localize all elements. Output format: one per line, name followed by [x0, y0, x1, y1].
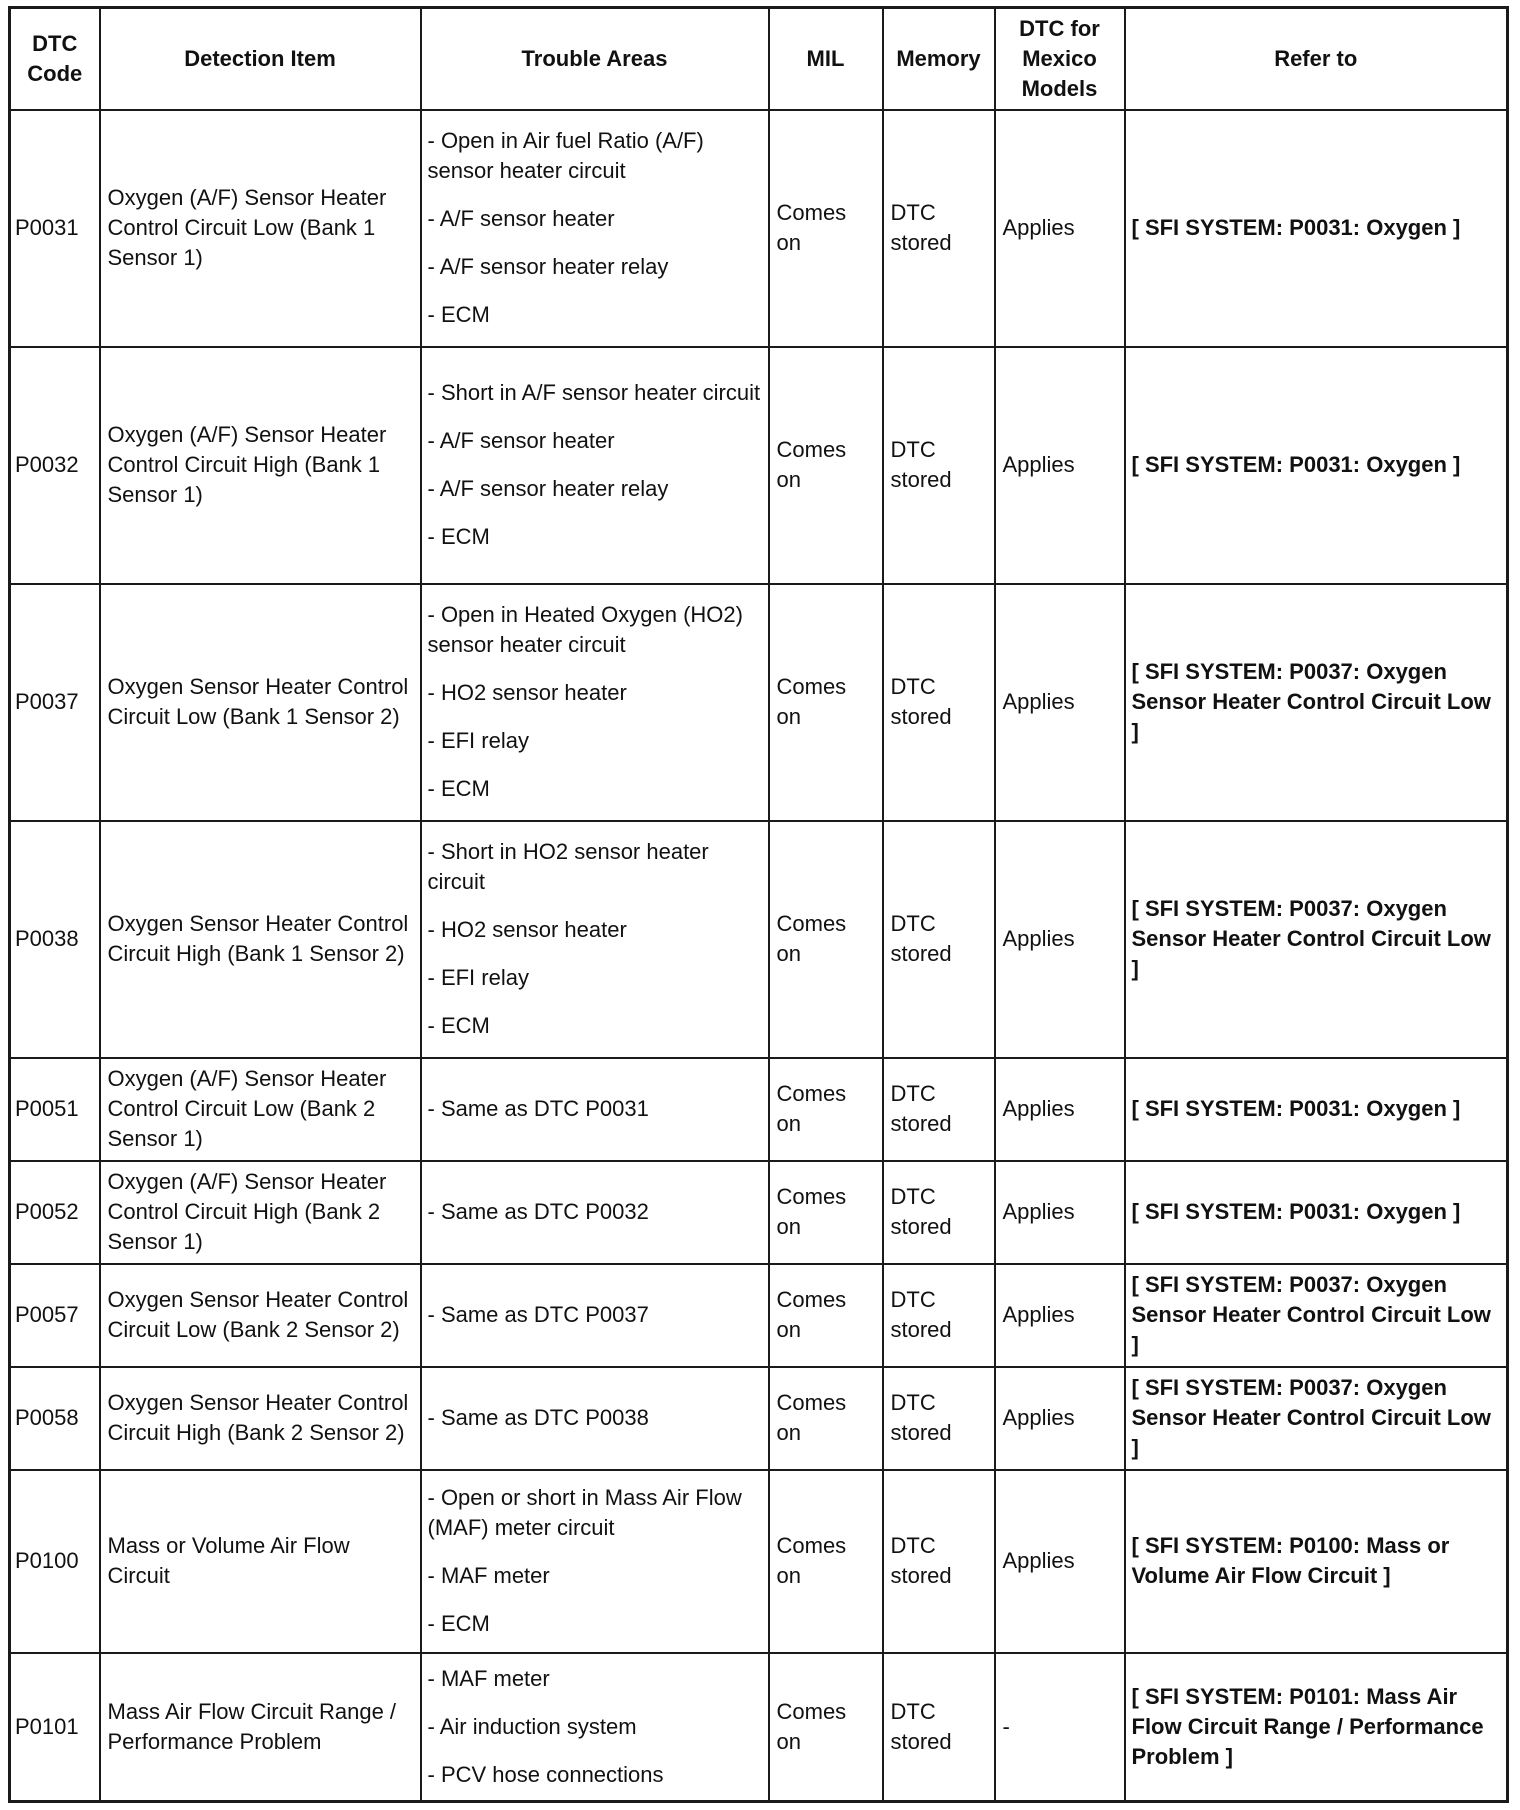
- trouble-area-line: - HO2 sensor heater: [427, 917, 627, 942]
- mil-cell: Comes on: [769, 1653, 883, 1802]
- trouble-area-line: - MAF meter: [427, 1665, 550, 1691]
- mexico-cell: Applies: [995, 1367, 1125, 1470]
- mil-cell: Comes on: [769, 1264, 883, 1367]
- trouble-area-line: - ECM: [427, 524, 490, 549]
- mexico-cell: Applies: [995, 1161, 1125, 1264]
- detection-item-cell: Oxygen (A/F) Sensor Heater Control Circuit High (Bank 2 Sensor 1): [100, 1161, 421, 1264]
- trouble-area-line: - Air induction system: [427, 1713, 637, 1739]
- mil-cell: Comes on: [769, 1161, 883, 1264]
- dtc-code-cell: P0057: [10, 1264, 100, 1367]
- memory-cell: DTC stored: [883, 1058, 995, 1161]
- mexico-cell: Applies: [995, 584, 1125, 821]
- trouble-area-line: - A/F sensor heater relay: [427, 254, 669, 279]
- detection-item-cell: Oxygen Sensor Heater Control Circuit Low (Bank 1 Sensor 2): [100, 584, 421, 821]
- table-row: [10, 347, 1508, 584]
- header-detection-item: Detection Item: [100, 8, 421, 110]
- mil-cell: Comes on: [769, 1058, 883, 1161]
- trouble-area-line: - PCV hose connections: [427, 1761, 664, 1787]
- table-row: [10, 1264, 1508, 1367]
- dtc-code-cell: P0038: [10, 821, 100, 1058]
- trouble-area-line: - Short in HO2 sensor heater circuit: [427, 839, 709, 894]
- trouble-area-line: - A/F sensor heater: [427, 428, 615, 453]
- mexico-cell: Applies: [995, 821, 1125, 1058]
- refer-to-link[interactable]: [ SFI SYSTEM: P0037: Oxygen Sensor Heater Control Circuit Low ]: [1125, 821, 1508, 1058]
- header-mil: MIL: [769, 8, 883, 110]
- trouble-area-line: - ECM: [427, 302, 490, 327]
- trouble-areas-cell: [421, 584, 769, 821]
- mexico-cell: Applies: [995, 1470, 1125, 1653]
- mil-cell: Comes on: [769, 821, 883, 1058]
- trouble-area-line: - ECM: [427, 776, 490, 801]
- dtc-table: [8, 6, 1509, 1803]
- mil-cell: Comes on: [769, 584, 883, 821]
- refer-to-link[interactable]: [ SFI SYSTEM: P0031: Oxygen ]: [1125, 1058, 1508, 1161]
- trouble-area-line: - Open in Air fuel Ratio (A/F) sensor heater circuit: [427, 128, 704, 183]
- mil-cell: Comes on: [769, 347, 883, 584]
- trouble-area-line: - A/F sensor heater relay: [427, 476, 669, 501]
- detection-item-cell: Oxygen Sensor Heater Control Circuit High (Bank 2 Sensor 2): [100, 1367, 421, 1470]
- trouble-area-line: - Same as DTC P0037: [427, 1302, 649, 1327]
- mexico-cell: Applies: [995, 1058, 1125, 1161]
- trouble-areas-cell: [421, 1367, 769, 1470]
- mil-cell: Comes on: [769, 1367, 883, 1470]
- memory-cell: DTC stored: [883, 1161, 995, 1264]
- mil-cell: Comes on: [769, 1470, 883, 1653]
- memory-cell: DTC stored: [883, 1367, 995, 1470]
- trouble-area-line: - HO2 sensor heater: [427, 680, 627, 705]
- header-mexico-models: DTC for Mexico Models: [995, 8, 1125, 110]
- trouble-area-line: - EFI relay: [427, 965, 529, 990]
- detection-item-cell: Oxygen (A/F) Sensor Heater Control Circuit Low (Bank 2 Sensor 1): [100, 1058, 421, 1161]
- header-memory: Memory: [883, 8, 995, 110]
- trouble-area-line: - ECM: [427, 1013, 490, 1038]
- table-row: [10, 1367, 1508, 1470]
- refer-to-link[interactable]: [ SFI SYSTEM: P0031: Oxygen ]: [1125, 1161, 1508, 1264]
- refer-to-link[interactable]: [ SFI SYSTEM: P0031: Oxygen ]: [1125, 110, 1508, 347]
- refer-to-link[interactable]: [ SFI SYSTEM: P0037: Oxygen Sensor Heater Control Circuit Low ]: [1125, 1264, 1508, 1367]
- trouble-area-line: - Open or short in Mass Air Flow (MAF) meter circuit: [427, 1485, 742, 1540]
- dtc-code-cell: P0051: [10, 1058, 100, 1161]
- trouble-areas-cell: [421, 1264, 769, 1367]
- mexico-cell: Applies: [995, 110, 1125, 347]
- mexico-cell: Applies: [995, 347, 1125, 584]
- header-refer-to: Refer to: [1125, 8, 1508, 110]
- table-row: [10, 1161, 1508, 1264]
- trouble-area-line: - MAF meter: [427, 1563, 550, 1588]
- table-row: [10, 110, 1508, 347]
- trouble-areas-cell: [421, 1653, 769, 1802]
- table-row: [10, 1058, 1508, 1161]
- memory-cell: DTC stored: [883, 1470, 995, 1653]
- trouble-area-line: - A/F sensor heater: [427, 206, 615, 231]
- mil-cell: Comes on: [769, 110, 883, 347]
- table-row: [10, 584, 1508, 821]
- trouble-area-line: - EFI relay: [427, 728, 529, 753]
- dtc-code-cell: P0100: [10, 1470, 100, 1653]
- refer-to-link[interactable]: [ SFI SYSTEM: P0101: Mass Air Flow Circuit Range / Performance Problem ]: [1125, 1653, 1508, 1802]
- trouble-area-line: - Open in Heated Oxygen (HO2) sensor heater circuit: [427, 602, 743, 657]
- header-trouble-areas: Trouble Areas: [421, 8, 769, 110]
- header-row: [10, 8, 1508, 110]
- table-row: [10, 1470, 1508, 1653]
- table-row: [10, 821, 1508, 1058]
- dtc-code-cell: P0037: [10, 584, 100, 821]
- trouble-area-line: - Same as DTC P0038: [427, 1405, 649, 1430]
- dtc-code-cell: P0032: [10, 347, 100, 584]
- dtc-code-cell: P0031: [10, 110, 100, 347]
- trouble-areas-cell: [421, 1161, 769, 1264]
- detection-item-cell: Oxygen (A/F) Sensor Heater Control Circuit Low (Bank 1 Sensor 1): [100, 110, 421, 347]
- memory-cell: DTC stored: [883, 347, 995, 584]
- header-dtc-code: DTC Code: [10, 8, 100, 110]
- detection-item-cell: Mass or Volume Air Flow Circuit: [100, 1470, 421, 1653]
- trouble-areas-cell: [421, 1058, 769, 1161]
- memory-cell: DTC stored: [883, 1264, 995, 1367]
- dtc-code-cell: P0052: [10, 1161, 100, 1264]
- detection-item-cell: Oxygen (A/F) Sensor Heater Control Circuit High (Bank 1 Sensor 1): [100, 347, 421, 584]
- mexico-cell: -: [995, 1653, 1125, 1802]
- refer-to-link[interactable]: [ SFI SYSTEM: P0037: Oxygen Sensor Heater Control Circuit Low ]: [1125, 584, 1508, 821]
- trouble-area-line: - Same as DTC P0031: [427, 1096, 649, 1121]
- trouble-area-line: - Same as DTC P0032: [427, 1199, 649, 1224]
- trouble-area-line: - Short in A/F sensor heater circuit: [427, 380, 761, 405]
- dtc-code-cell: P0101: [10, 1653, 100, 1802]
- table-row: [10, 1653, 1508, 1802]
- mexico-cell: Applies: [995, 1264, 1125, 1367]
- detection-item-cell: Oxygen Sensor Heater Control Circuit High (Bank 1 Sensor 2): [100, 821, 421, 1058]
- trouble-areas-cell: [421, 1470, 769, 1653]
- memory-cell: DTC stored: [883, 821, 995, 1058]
- trouble-areas-cell: [421, 821, 769, 1058]
- detection-item-cell: Mass Air Flow Circuit Range / Performance Problem: [100, 1653, 421, 1802]
- trouble-areas-cell: [421, 347, 769, 584]
- refer-to-link[interactable]: [ SFI SYSTEM: P0100: Mass or Volume Air Flow Circuit ]: [1125, 1470, 1508, 1653]
- refer-to-link[interactable]: [ SFI SYSTEM: P0037: Oxygen Sensor Heater Control Circuit Low ]: [1125, 1367, 1508, 1470]
- memory-cell: DTC stored: [883, 584, 995, 821]
- trouble-areas-cell: [421, 110, 769, 347]
- memory-cell: DTC stored: [883, 1653, 995, 1802]
- trouble-area-line: - ECM: [427, 1611, 490, 1636]
- detection-item-cell: Oxygen Sensor Heater Control Circuit Low (Bank 2 Sensor 2): [100, 1264, 421, 1367]
- memory-cell: DTC stored: [883, 110, 995, 347]
- dtc-code-cell: P0058: [10, 1367, 100, 1470]
- refer-to-link[interactable]: [ SFI SYSTEM: P0031: Oxygen ]: [1125, 347, 1508, 584]
